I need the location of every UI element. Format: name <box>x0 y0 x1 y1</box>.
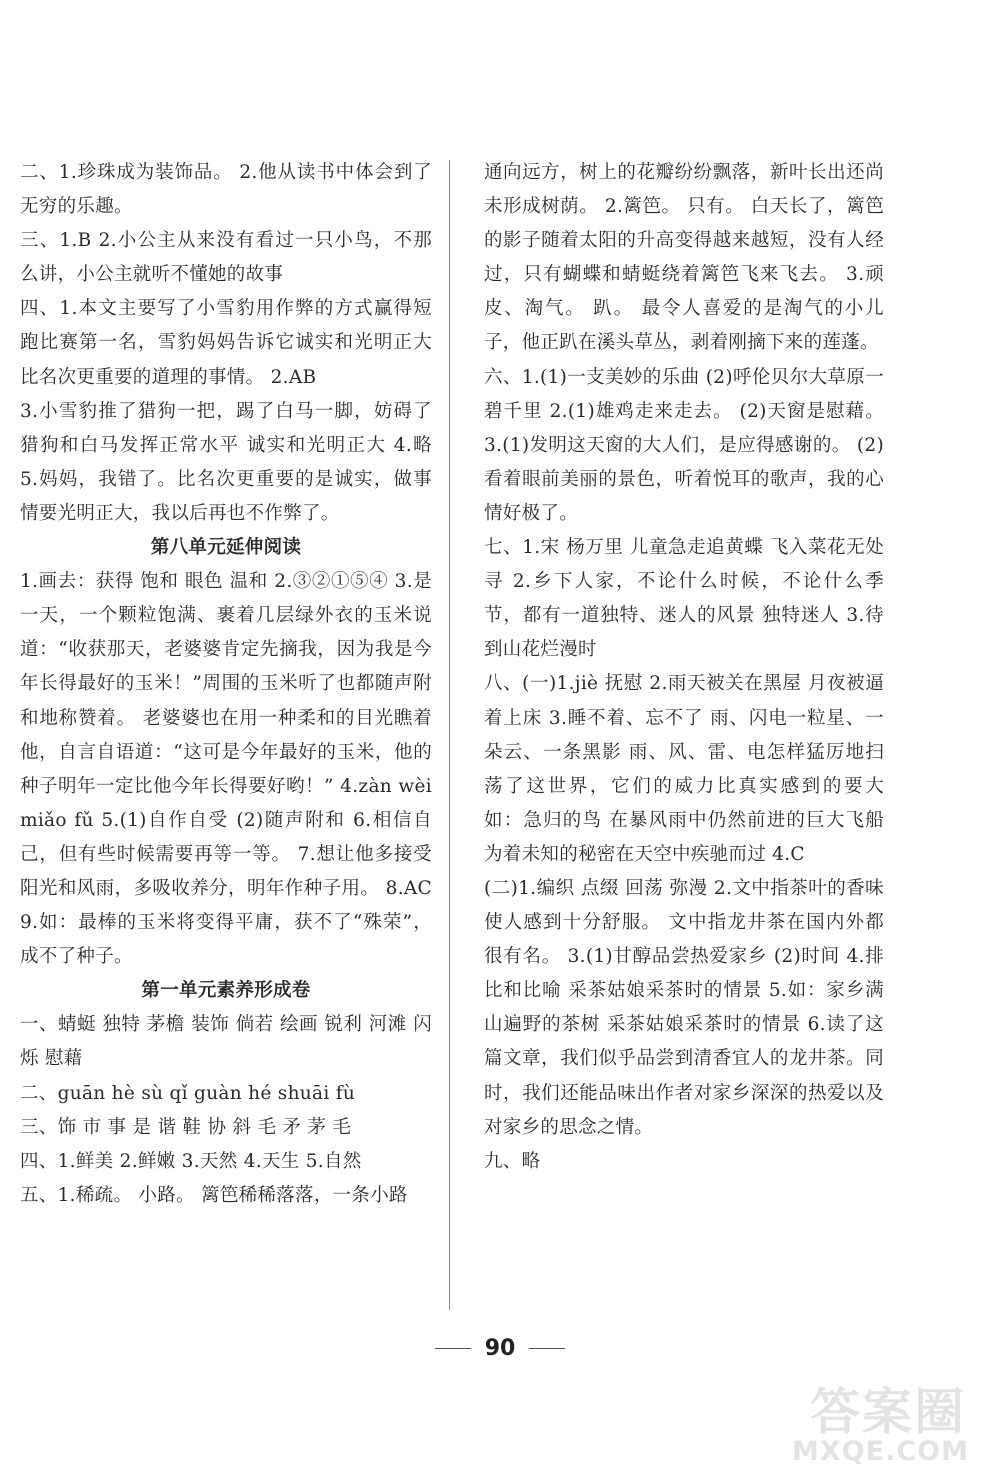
answer-paragraph: 二、1.珍珠成为装饰品。 2.他从读书中体会到了无穷的乐趣。 <box>20 162 432 218</box>
answer-paragraph: 四、1.鲜美 2.鲜嫩 3.天然 4.天生 5.自然 <box>20 1150 362 1172</box>
section-heading: 第一单元素养形成卷 <box>141 980 311 1002</box>
answer-paragraph: 八、(一)1.jiè 抚慰 2.雨天被关在黑屋 月夜被逼着上床 3.睡不着、忘不了 雨、闪电一粒星、一朵云、一条黑影 雨、风、雷、电怎样猛厉地扫荡了这世界，它们的威力比真实感到的要大 如：急归的鸟 在暴风雨中仍然前进的巨大飞船 为着未知的秘密在天空中疾驰而过 4.C <box>484 673 884 865</box>
page-number: 90 <box>484 1336 516 1361</box>
answer-paragraph: 七、1.宋 杨万里 儿童急走追黄蝶 飞入菜花无处寻 2.乡下人家，不论什么时候，不论什么季节，都有一道独特、迷人的风景 独特迷人 3.待到山花烂漫时 <box>484 537 884 661</box>
footer-rule-left <box>435 1348 471 1349</box>
answer-paragraph: 二、guān hè sù qǐ guàn hé shuāi fù <box>20 1082 356 1104</box>
left-column <box>20 156 432 1213</box>
footer-rule-right <box>529 1348 565 1349</box>
right-column <box>484 156 884 1179</box>
answer-paragraph: 六、1.(1)一支美妙的乐曲 (2)呼伦贝尔大草原一碧千里 2.(1)雄鸡走来走去。 (2)天窗是慰藉。 3.(1)发明这天窗的大人们，是应得感谢的。 (2)看着眼前美丽的景色，听着悦耳的歌声，我的心情好极了。 <box>484 366 884 524</box>
answer-paragraph: 三、1.B 2.小公主从来没有看过一只小鸟，不那么讲，小公主就听不懂她的故事 <box>20 230 432 286</box>
answer-paragraph: 四、1.本文主要写了小雪豹用作弊的方式赢得短跑比赛第一名，雪豹妈妈告诉它诚实和光明正大比名次更重要的道理的事情。 2.AB <box>20 298 432 388</box>
answer-paragraph: 九、略 <box>484 1150 541 1172</box>
answer-paragraph: 通向远方，树上的花瓣纷纷飘落，新叶长出还尚未形成树荫。 2.篱笆。 只有。 白天长了，篱笆的影子随着太阳的升高变得越来越短，没有人经过，只有蝴蝶和蜻蜓绕着篱笆飞来飞去。 3.顽皮、淘气。 趴。 最令人喜爱的是淘气的小儿子，他正趴在溪头草丛，剥着刚摘下来的莲蓬。 <box>484 162 884 354</box>
watermark-logo: 答案圈 <box>810 1383 966 1441</box>
answer-paragraph: 一、蜻蜓 独特 茅檐 装饰 倘若 绘画 锐利 河滩 闪烁 慰藉 <box>20 1014 432 1070</box>
watermark <box>792 1372 988 1468</box>
column-divider <box>449 160 450 1310</box>
answer-paragraph: 1.画去：获得 饱和 眼色 温和 2.③②①⑤④ 3.是 一天，一个颗粒饱满、裹着几层绿外衣的玉米说道：“收获那天，老婆婆肯定先摘我，因为我是今年长得最好的玉米！”周围的玉米听了也都随声附和地称赞着。 老婆婆也在用一种柔和的目光瞧着他，自言自语道：“这可是今年最好的玉米，他的种子明年一定比他今年长得要好哟！” 4.zàn wèi miǎo fǔ 5.(1)自作自受 (2)随声附和 6.相信自己，但有些时候需要再等一等。 7.想让他多接受阳光和风雨，多吸收养分，明年作种子用。 8.AC 9.如：最棒的玉米将变得平庸，获不了“殊荣”，成不了种子。 <box>20 571 432 968</box>
answer-paragraph: 五、1.稀疏。 小路。 篱笆稀稀落落，一条小路 <box>20 1184 408 1206</box>
answer-paragraph: (二)1.编织 点缀 回荡 弥漫 2.文中指茶叶的香味使人感到十分舒服。 文中指龙井茶在国内外都很有名。 3.(1)甘醇品尝热爱家乡 (2)时间 4.排比和比喻 采茶姑娘采茶时的情景 5.如：家乡满山遍野的茶树 采茶姑娘采茶时的情景 6.读了这篇文章，我们似乎品尝到清香宜人的龙井茶。同时，我们还能品味出作者对家乡深深的热爱以及对家乡的思念之情。 <box>484 877 884 1138</box>
page-footer <box>0 1336 1000 1361</box>
watermark-site: MXQE.COM <box>792 1436 969 1467</box>
answer-paragraph: 3.小雪豹推了猎狗一把，踢了白马一脚，妨碍了猎狗和白马发挥正常水平 诚实和光明正大 4.略 5.妈妈，我错了。比名次更重要的是诚实，做事情要光明正大，我以后再也不作弊了。 <box>20 400 432 524</box>
answer-paragraph: 三、饰 市 事 是 谐 鞋 协 斜 毛 矛 茅 毛 <box>20 1116 352 1138</box>
section-heading: 第八单元延伸阅读 <box>150 537 302 559</box>
